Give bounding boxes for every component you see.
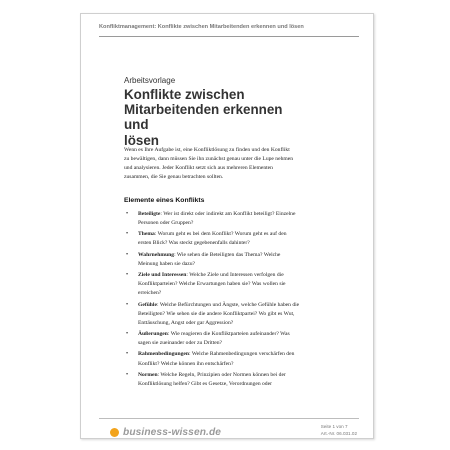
bullet-text: : Worum geht es bei dem Konflikt? Worum geht es auf den — [154, 231, 287, 238]
list-item — [124, 210, 314, 228]
title-line: lösen — [124, 132, 159, 148]
bullet-text: Meinung haben sie dazu? — [138, 260, 196, 267]
bullet-text: : Welche Regeln, Prinzipien oder Normen können bei der — [157, 371, 286, 378]
bullet-icon: • — [126, 251, 129, 258]
title-line: Konflikte zwischen — [124, 87, 245, 102]
conflict-elements-list — [124, 210, 314, 391]
bullet-term: Beteiligte — [138, 211, 161, 217]
bullet-term: Ziele und Interessen — [138, 272, 187, 279]
bullet-icon: • — [126, 371, 129, 378]
page-info — [321, 423, 357, 437]
bullet-text: : Welche Befürchtungen und Ängste, welche Gefühle haben die — [156, 301, 300, 308]
list-item — [124, 301, 314, 328]
running-header: Konfliktmanagement: Konflikte zwischen Mitarbeitenden erkennen und lösen — [99, 24, 304, 30]
document-page — [80, 13, 374, 439]
bullet-text: : Wer ist direkt oder indirekt am Konflikt beteiligt? Einzelne — [160, 211, 296, 217]
logo-dot-icon — [110, 428, 119, 437]
logo-text: business-wissen.de — [123, 427, 222, 438]
bullet-icon: • — [126, 351, 129, 358]
bullet-term: Gefühle — [138, 301, 157, 308]
bullet-text: : Welche Rahmenbedingungen verschärfen den — [188, 351, 295, 358]
footer-divider — [99, 418, 359, 419]
bullet-icon: • — [126, 331, 129, 338]
bullet-text: ersten Blick? Was steckt gegebenenfalls dahinter? — [138, 240, 250, 247]
bullet-term: Normen — [138, 371, 158, 378]
bullet-icon: • — [126, 211, 129, 217]
list-item — [124, 330, 314, 348]
bullet-term: Rahmenbedingungen — [138, 351, 189, 358]
page-number: Seite 1 von 7 — [320, 424, 348, 429]
list-item — [124, 271, 314, 298]
bullet-text: Beteiligten? Wie sehen sie die andere Konfliktpartei? Wo gibt es Wut, — [138, 310, 295, 317]
bullet-text: Personen oder Gruppen? — [138, 220, 194, 227]
list-item — [124, 371, 314, 389]
bullet-term: Wahrnehmung — [138, 251, 175, 258]
bullet-term: Äußerungen — [138, 331, 168, 338]
list-item — [124, 350, 314, 368]
intro-line: Wenn es Ihre Aufgabe ist, eine Konfliktlösung zu finden und den Konflikt — [124, 147, 290, 153]
intro-line: zu bewältigen, dann müssen Sie ihn zunächst genau unter die Lupe nehmen — [124, 156, 294, 163]
list-item — [124, 251, 314, 269]
bullet-text: Konfliktlösung helfen? Gibt es Gesetze, Verordnungen oder — [138, 380, 272, 387]
bullet-text: sagen sie zueinander oder zu Dritten? — [138, 340, 223, 347]
bullet-text: Konflikt? Welche können ihn entschärfen? — [138, 360, 234, 367]
bullet-text: Enttäuschung, Angst oder gar Aggression? — [138, 319, 234, 326]
header-divider — [99, 36, 359, 37]
article-number: Art.-Nr. 06.031.02 — [320, 431, 357, 436]
bullet-text: : Welche Ziele und Interessen verfolgen die — [186, 272, 284, 279]
bullet-icon: • — [126, 301, 129, 308]
bullet-term: Thema — [138, 231, 155, 238]
brand-logo — [110, 427, 221, 438]
document-title — [124, 87, 304, 148]
bullet-text: erreichen? — [138, 290, 162, 297]
title-line: Mitarbeitenden erkennen und — [124, 102, 283, 133]
intro-paragraph — [124, 146, 314, 182]
list-item — [124, 230, 314, 248]
bullet-icon: • — [126, 272, 129, 279]
document-type-label: Arbeitsvorlage — [124, 76, 176, 85]
bullet-text: : Wie sehen die Beteiligten das Thema? Welche — [174, 251, 281, 258]
intro-line: zusammen, die Sie genau betrachten sollten. — [124, 174, 224, 181]
intro-line: und analysieren. Jeder Konflikt setzt sich aus mehreren Elementen — [124, 165, 273, 172]
bullet-icon: • — [126, 231, 129, 238]
bullet-text: Konfliktparteien? Welche Erwartungen haben sie? Was wollen sie — [138, 281, 286, 288]
bullet-text: : Wie reagieren die Konfliktparteien aufeinander? Was — [167, 331, 290, 338]
section-heading: Elemente eines Konflikts — [124, 197, 205, 204]
